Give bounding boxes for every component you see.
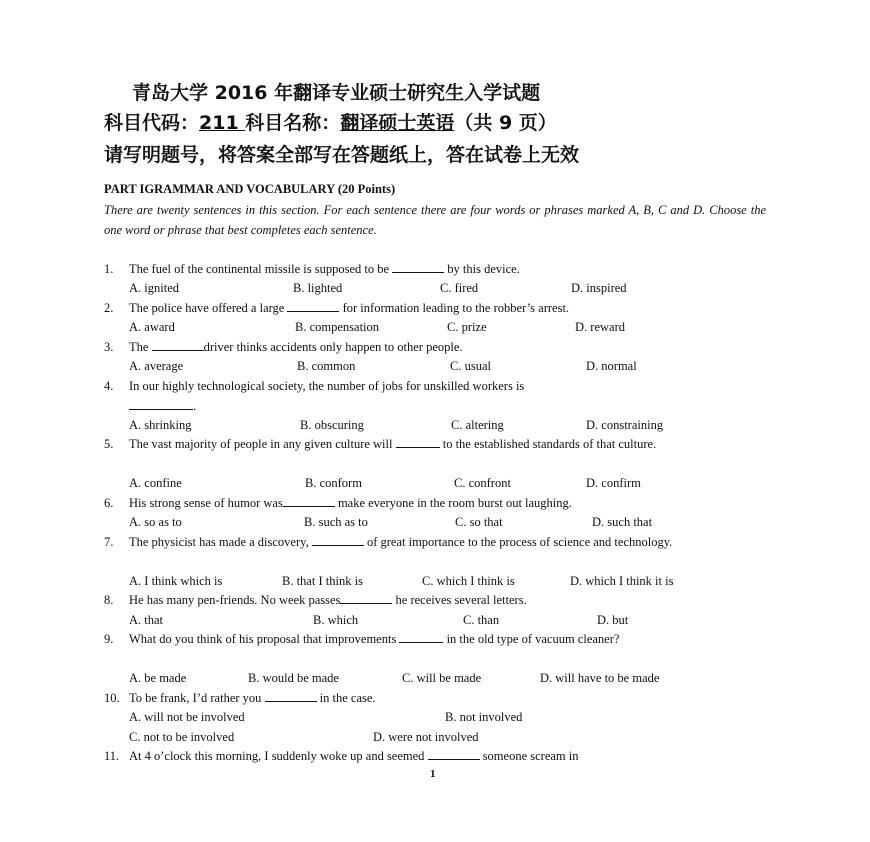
- option-a: A. confine: [129, 476, 182, 490]
- option-a: A. that: [129, 613, 164, 627]
- question-stem: What do you think of his proposal that improvements: [129, 632, 400, 646]
- part-instructions: There are twenty sentences in this section. For each sentence there are four words or phrases marked A, B, C and D. Choose the one word or phrase that best completes each sentence.: [104, 203, 766, 237]
- option-a: A. average: [129, 359, 184, 373]
- option-c: C. confront: [454, 476, 511, 490]
- option-b: B. lighted: [293, 281, 343, 295]
- code-label: 科目代码：: [104, 112, 200, 134]
- exam-title: 青岛大学 2016 年翻译专业硕士研究生入学试题: [132, 82, 541, 104]
- question-10: [104, 689, 766, 709]
- part-title: PART IGRAMMAR AND VOCABULARY (20 Points): [104, 182, 396, 196]
- option-a: A. will not be involved: [129, 710, 245, 724]
- answer-instruction: 请写明题号，将答案全部写在答题纸上，答在试卷上无效: [104, 144, 580, 166]
- question-1: [104, 260, 766, 280]
- question-3: [104, 338, 766, 358]
- question-stem: The: [129, 340, 152, 354]
- option-a: A. award: [129, 320, 175, 334]
- option-a: A. be made: [129, 671, 187, 685]
- question-number: 1.: [104, 262, 114, 276]
- option-c: C. usual: [450, 359, 491, 373]
- option-d: D. such that: [592, 515, 653, 529]
- option-b: B. conform: [305, 476, 362, 490]
- answer-blank: [396, 435, 440, 448]
- question-stem-end: to the established standards of that culture.: [439, 437, 657, 451]
- question-6: [104, 494, 766, 514]
- question-stem: At 4 o’clock this morning, I suddenly woke up and seemed: [129, 749, 428, 763]
- question-4: [104, 377, 766, 416]
- answer-blank: [152, 338, 204, 351]
- question-number: 5.: [104, 437, 114, 451]
- option-a: A. so as to: [129, 515, 182, 529]
- subject-line: [104, 108, 557, 135]
- answer-blank: [287, 299, 339, 312]
- option-a: A. shrinking: [129, 418, 192, 432]
- option-d: D. confirm: [586, 476, 641, 490]
- question-stem: To be frank, I’d rather you: [129, 691, 265, 705]
- question-2: [104, 299, 766, 319]
- option-b: B. such as to: [304, 515, 368, 529]
- option-a: A. ignited: [129, 281, 179, 295]
- question-11: [104, 747, 766, 767]
- option-c: C. so that: [455, 515, 503, 529]
- question-stem: The police have offered a large: [129, 301, 288, 315]
- option-d: D. normal: [586, 359, 637, 373]
- question-stem-end: for information leading to the robber’s arrest.: [339, 301, 570, 315]
- option-b: B. which: [313, 613, 359, 627]
- subject-name: 翻译硕士英语: [340, 112, 455, 134]
- option-d: D. were not involved: [373, 730, 479, 744]
- option-c: C. altering: [451, 418, 504, 432]
- option-c: C. than: [463, 613, 500, 627]
- option-c: C. prize: [447, 320, 487, 334]
- question-stem: In our highly technological society, the number of jobs for unskilled workers is: [129, 379, 525, 393]
- question-number: 4.: [104, 379, 114, 393]
- answer-blank: [428, 747, 480, 760]
- question-stem-end: of great importance to the process of science and technology.: [363, 535, 673, 549]
- subject-code: 211: [199, 112, 246, 134]
- question-stem: The fuel of the continental missile is supposed to be: [129, 262, 393, 276]
- question-number: 2.: [104, 301, 114, 315]
- answer-blank: [340, 591, 392, 604]
- question-stem-end: in the old type of vacuum cleaner?: [443, 632, 620, 646]
- option-c: C. which I think is: [422, 574, 515, 588]
- option-d: D. but: [597, 613, 629, 627]
- option-b: B. that I think is: [282, 574, 363, 588]
- question-number: 10.: [104, 691, 120, 705]
- answer-blank: [392, 260, 444, 273]
- answer-blank: [283, 494, 335, 507]
- question-number: 8.: [104, 593, 114, 607]
- answer-blank: [265, 689, 317, 702]
- question-stem: His strong sense of humor was: [129, 496, 283, 510]
- question-stem: The physicist has made a discovery,: [129, 535, 312, 549]
- question-stem: The vast majority of people in any given culture will: [129, 437, 396, 451]
- question-stem-end: he receives several letters.: [392, 593, 527, 607]
- option-b: B. compensation: [295, 320, 380, 334]
- question-5: [104, 435, 766, 455]
- option-c: C. fired: [440, 281, 479, 295]
- option-a: A. I think which is: [129, 574, 223, 588]
- question-7: [104, 533, 766, 553]
- question-9: [104, 630, 766, 650]
- answer-blank: [399, 630, 443, 643]
- question-number: 11.: [104, 749, 120, 763]
- option-d: D. will have to be made: [540, 671, 660, 685]
- option-d: D. which I think it is: [570, 574, 674, 588]
- answer-blank: [129, 397, 193, 410]
- option-b: B. would be made: [248, 671, 339, 685]
- option-d: D. inspired: [571, 281, 627, 295]
- question-stem-end: make everyone in the room burst out laughing.: [334, 496, 572, 510]
- page-count: （共 9 页）: [454, 112, 557, 134]
- question-stem-end: by this device.: [444, 262, 520, 276]
- question-8: [104, 591, 766, 611]
- subject-label: 科目名称：: [245, 112, 341, 134]
- question-stem-end: someone scream in: [479, 749, 579, 763]
- option-b: B. obscuring: [300, 418, 364, 432]
- question-number: 6.: [104, 496, 114, 510]
- answer-blank: [312, 533, 364, 546]
- question-stem-end: in the case.: [316, 691, 376, 705]
- option-c: C. not to be involved: [129, 730, 235, 744]
- question-stem-end: driver thinks accidents only happen to other people.: [203, 340, 463, 354]
- question-stem-end: .: [193, 398, 197, 413]
- question-number: 3.: [104, 340, 114, 354]
- option-d: D. constraining: [586, 418, 664, 432]
- question-number: 7.: [104, 535, 114, 549]
- option-b: B. not involved: [445, 710, 523, 724]
- option-c: C. will be made: [402, 671, 482, 685]
- option-b: B. common: [297, 359, 356, 373]
- option-d: D. reward: [575, 320, 625, 334]
- question-number: 9.: [104, 632, 114, 646]
- question-stem: He has many pen-friends. No week passes: [129, 593, 341, 607]
- page-number: 1: [430, 768, 436, 780]
